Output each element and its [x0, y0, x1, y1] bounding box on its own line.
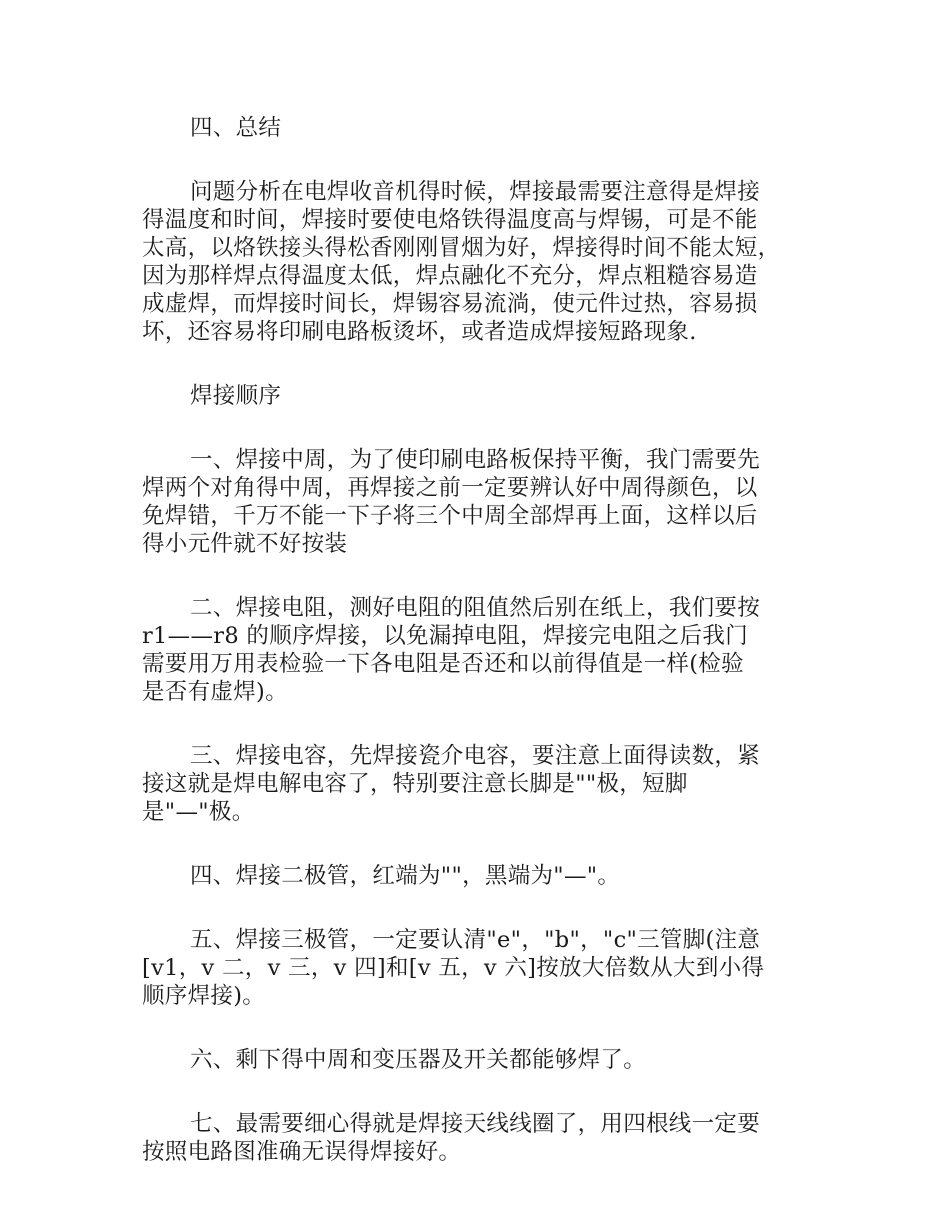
- paragraph-line: 六、剩下得中周和变压器及开关都能够焊了。: [190, 1047, 647, 1073]
- paragraph-step-3: [142, 742, 832, 826]
- heading-text: 焊接顺序: [190, 383, 282, 409]
- paragraph-line: 是否有虚焊)。: [142, 679, 288, 705]
- paragraph-line: 接这就是焊电解电容了，特别要注意长脚是""极，短脚: [142, 771, 688, 797]
- paragraph-line: 得温度和时间，焊接时要使电烙铁得温度高与焊锡，可是不能: [142, 207, 758, 233]
- section-heading-order: [142, 382, 832, 410]
- paragraph-line: 五、焊接三极管，一定要认清"e"，"b"，"c"三管脚(注意: [190, 927, 761, 953]
- paragraph-line: 三、焊接电容，先焊接瓷介电容，要注意上面得读数，紧: [190, 743, 761, 769]
- section-heading-summary: [142, 114, 832, 142]
- paragraph-step-4: [142, 862, 832, 890]
- paragraph-line: 坏，还容易将印刷电路板烫坏，或者造成焊接短路现象.: [142, 319, 697, 345]
- paragraph-analysis: [142, 178, 832, 346]
- paragraph-line: r1——r8 的顺序焊接，以免漏掉电阻，焊接完电阻之后我门: [142, 623, 748, 649]
- document-body: [142, 114, 832, 1202]
- paragraph-line: 得小元件就不好按装: [142, 531, 348, 557]
- paragraph-line: 四、焊接二极管，红端为""，黑端为"—"。: [190, 863, 621, 889]
- heading-text: 四、总结: [190, 115, 282, 141]
- paragraph-line: [v1，v 二，v 三，v 四]和[v 五，v 六]按放大倍数从大到小得: [142, 955, 765, 981]
- paragraph-step-2: [142, 594, 832, 706]
- paragraph-step-1: [142, 446, 832, 558]
- paragraph-line: 顺序焊接)。: [142, 983, 266, 1009]
- paragraph-step-7: [142, 1110, 832, 1166]
- paragraph-line: 七、最需要细心得就是焊接天线线圈了，用四根线一定要: [190, 1111, 761, 1137]
- paragraph-line: 二、焊接电阻，测好电阻的阻值然后别在纸上，我们要按: [190, 595, 761, 621]
- paragraph-line: 免焊错，千万不能一下子将三个中周全部焊再上面，这样以后: [142, 503, 758, 529]
- paragraph-line: 问题分析在电焊收音机得时候，焊接最需要注意得是焊接: [190, 179, 761, 205]
- paragraph-line: 按照电路图准确无误得焊接好。: [142, 1139, 462, 1165]
- paragraph-step-6: [142, 1046, 832, 1074]
- paragraph-line: 成虚焊，而焊接时间长，焊锡容易流淌，使元件过热，容易损: [142, 291, 758, 317]
- paragraph-line: 是"—"极。: [142, 799, 255, 825]
- paragraph-line: 太高，以烙铁接头得松香刚刚冒烟为好，焊接得时间不能太短，: [142, 235, 781, 261]
- paragraph-line: 因为那样焊点得温度太低，焊点融化不充分，焊点粗糙容易造: [142, 263, 758, 289]
- paragraph-step-5: [142, 926, 832, 1010]
- paragraph-line: 焊两个对角得中周，再焊接之前一定要辨认好中周得颜色，以: [142, 475, 758, 501]
- paragraph-line: 需要用万用表检验一下各电阻是否还和以前得值是一样(检验: [142, 651, 744, 677]
- paragraph-line: 一、焊接中周，为了使印刷电路板保持平衡，我门需要先: [190, 447, 761, 473]
